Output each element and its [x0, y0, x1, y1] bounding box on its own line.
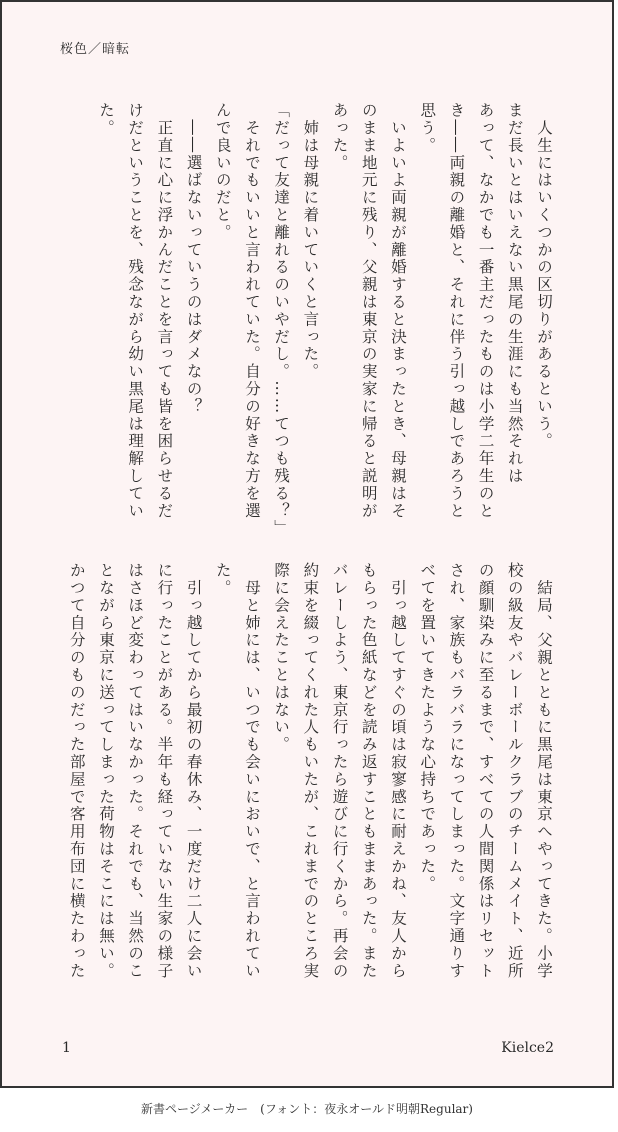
page-number: 1 [62, 1040, 71, 1056]
text-line: とながら東京に送ってしまった荷物はそこには無い。 [96, 562, 115, 980]
text-line: た。 [213, 562, 232, 597]
page-title: 桜色／暗転 [60, 42, 131, 57]
author-name: Kielce2 [501, 1040, 554, 1056]
text-line: 約束を綴ってくれた人もいたが、これまでのところ実 [301, 562, 320, 980]
text-line: んで良いのだと。 [213, 102, 232, 242]
text-line: 引っ越してから最初の春休み、一度だけ二人に会い [184, 562, 203, 980]
text-line: 人生にはいくつかの区切りがあるという。 [535, 102, 553, 450]
text-line: 姉は母親に着いていくと言った。 [301, 102, 320, 381]
body-text-lower [62, 562, 558, 992]
text-line: いよいよ両親が離婚すると決まったとき、母親はそ [388, 102, 407, 520]
text-line: に行ったことがある。半年も経っていない生家の様子 [155, 562, 174, 980]
text-line: き――両親の離婚と、それに伴う引っ越しであろうと [447, 102, 466, 520]
text-line: あって、なかでも一番主だったものは小学二年生のと [476, 102, 495, 520]
text-line: 引っ越してすぐの頃は寂寥感に耐えかね、友人から [388, 562, 407, 980]
text-line: それでもいいと言われていた。自分の好きな方を選 [242, 102, 261, 520]
text-line: 「だって友達と離れるのいやだし。……てつも残る？」 [272, 102, 291, 537]
text-line: 思う。 [418, 102, 437, 155]
generator-caption: 新書ページメーカー (フォント：夜永オールド明朝Regular) [141, 1102, 473, 1116]
text-line: べてを置いてきたような心持ちであった。 [418, 562, 437, 893]
text-line: バレーしよう、東京行ったら遊びに行くから。再会の [330, 562, 349, 980]
text-line: 正直に心に浮かんだことを言っても皆を困らせるだ [155, 102, 174, 520]
text-line: もらった色紙などを読み返すこともままあった。また [359, 562, 378, 980]
text-line: 結局、父親とともに黒尾は東京へやってきた。小学 [535, 562, 553, 980]
text-line: はさほど変わってはいなかった。それでも、当然のこ [126, 562, 145, 980]
text-line: の顔馴染みに至るまで、すべての人間関係はリセット [476, 562, 495, 980]
text-line: まだ長いとはいえない黒尾の生涯にも当然それは [505, 102, 524, 485]
text-line: 母と姉には、いつでも会いにおいで、と言われてい [242, 562, 261, 980]
text-line: けだということを、残念ながら幼い黒尾は理解してい [126, 102, 145, 520]
text-line: 際に会えたことはない。 [272, 562, 291, 754]
text-line: かつて自分のものだった部屋で客用布団に横たわった [67, 562, 86, 980]
text-line: あった。 [330, 102, 349, 172]
text-line: され、家族もバラバラになってしまった。文字通りす [447, 562, 466, 980]
text-line: た。 [96, 102, 115, 137]
body-text-upper [91, 102, 558, 537]
text-line: のまま地元に残り、父親は東京の実家に帰ると説明が [359, 102, 378, 520]
text-line: ――選ばないっていうのはダメなの？ [184, 102, 203, 416]
text-line: 校の級友やバレーボールクラブのチームメイト、近所 [505, 562, 524, 980]
